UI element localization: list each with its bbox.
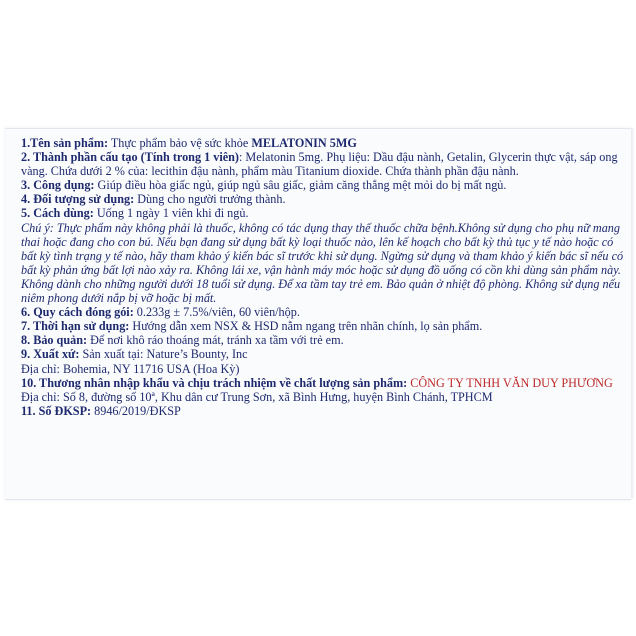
section-label: 7. Thời hạn sử dụng: (21, 319, 130, 334)
section-text: 8946/2019/ĐKSP (91, 403, 181, 418)
warning-text: Chú ý: Thực phẩm này không phải là thuốc, không có tác dụng thay thế thuốc chữa bệnh.Không sử dụng cho phụ nữ mang thai hoặc đang cho con bú. Nếu bạn đang sử dụng bất kỳ loại thuốc nào, lên kế hoạch cho bất kỳ thủ tục y tế nào hoặc có bất kỳ tình trạng y tế nào, hãy tham khảo ý kiến bác sĩ trước khi sử dụng. Ngừng sử dụng và tham khảo ý kiến bác sĩ nếu có bất kỳ phản ứng bất lợi nào xảy ra. Không lái xe, vận hành máy móc hoặc sử dụng đồ uống có cồn khi dùng sản phẩm này. Không dành cho những người dưới 18 tuổi sử dụng. Để xa tầm tay trẻ em. Bảo quản ở nhiệt độ phòng. Không sử dụng nếu niêm phong dưới nắp bị vỡ hoặc bị mất. (21, 220, 624, 306)
section-label: 11. Số ĐKSP: (21, 403, 92, 418)
address-text: Địa chỉ: Bohemia, NY 11716 USA (Hoa Kỳ) (21, 361, 240, 376)
section-label: 6. Quy cách đóng gói: (21, 305, 134, 320)
section-registration (21, 404, 625, 418)
label-content (21, 136, 625, 418)
section-label: 4. Đối tượng sử dụng: (21, 192, 135, 207)
section-text: Sản xuất tại: Nature’s Bounty, Inc (79, 347, 248, 362)
section-text: Uống 1 ngày 1 viên khi đi ngủ. (93, 206, 249, 221)
section-text: Thực phẩm bảo vệ sức khỏe (108, 136, 252, 150)
section-text: Dùng cho người trưởng thành. (134, 192, 286, 207)
origin-address (21, 362, 625, 376)
section-warning (21, 221, 625, 306)
section-text: : Melatonin 5mg. Phụ liệu: Dầu đậu nành, Getalin, Glycerin thực vật, sáp ong vàng. Chứa dưới 2 % của: lecithin đậu nành, phẩm màu Titanium dioxide. Chứa thành phần đậu nành. (21, 150, 618, 179)
section-label: 3. Công dụng: (21, 178, 95, 193)
section-origin (21, 347, 625, 361)
importer-name: CÔNG TY TNHH VĂN DUY PHƯƠNG (410, 375, 613, 390)
section-text: Để nơi khô ráo thoáng mát, tránh xa tầm với trẻ em. (87, 333, 344, 348)
section-label: 1.Tên sản phẩm: (21, 136, 109, 150)
section-label: 8. Bảo quản: (21, 333, 88, 348)
section-shelf-life (21, 319, 625, 333)
product-name: MELATONIN 5MG (251, 136, 357, 150)
section-label: 5. Cách dùng: (21, 206, 94, 221)
section-label: 9. Xuất xứ: (21, 347, 80, 362)
section-packaging (21, 305, 625, 319)
section-label: 2. Thành phần cấu tạo (Tính trong 1 viên) (21, 150, 239, 165)
importer-address (21, 390, 625, 404)
section-ingredients (21, 150, 625, 178)
section-label: 10. Thương nhân nhập khẩu và chịu trách nhiệm về chất lượng sản phẩm: (21, 375, 408, 390)
section-text: Hướng dẫn xem NSX & HSD nằm ngang trên nhãn chính, lọ sản phẩm. (129, 319, 483, 334)
section-target-users (21, 192, 625, 206)
panel-edge (631, 128, 634, 498)
section-uses (21, 178, 625, 192)
section-storage (21, 333, 625, 347)
section-usage (21, 206, 625, 220)
address-text: Địa chỉ: Số 8, đường số 10ª, Khu dân cư Trung Sơn, xã Bình Hưng, huyện Bình Chánh, TPHCM (21, 389, 493, 404)
section-text: Giúp điều hòa giấc ngủ, giúp ngủ sâu giấc, giảm căng thẳng mệt mỏi do bị mất ngủ. (94, 178, 507, 193)
section-text: 0.233g ± 7.5%/viên, 60 viên/hộp. (133, 305, 300, 320)
section-importer (21, 376, 625, 390)
section-product-name (21, 136, 625, 150)
label-panel (5, 128, 631, 500)
